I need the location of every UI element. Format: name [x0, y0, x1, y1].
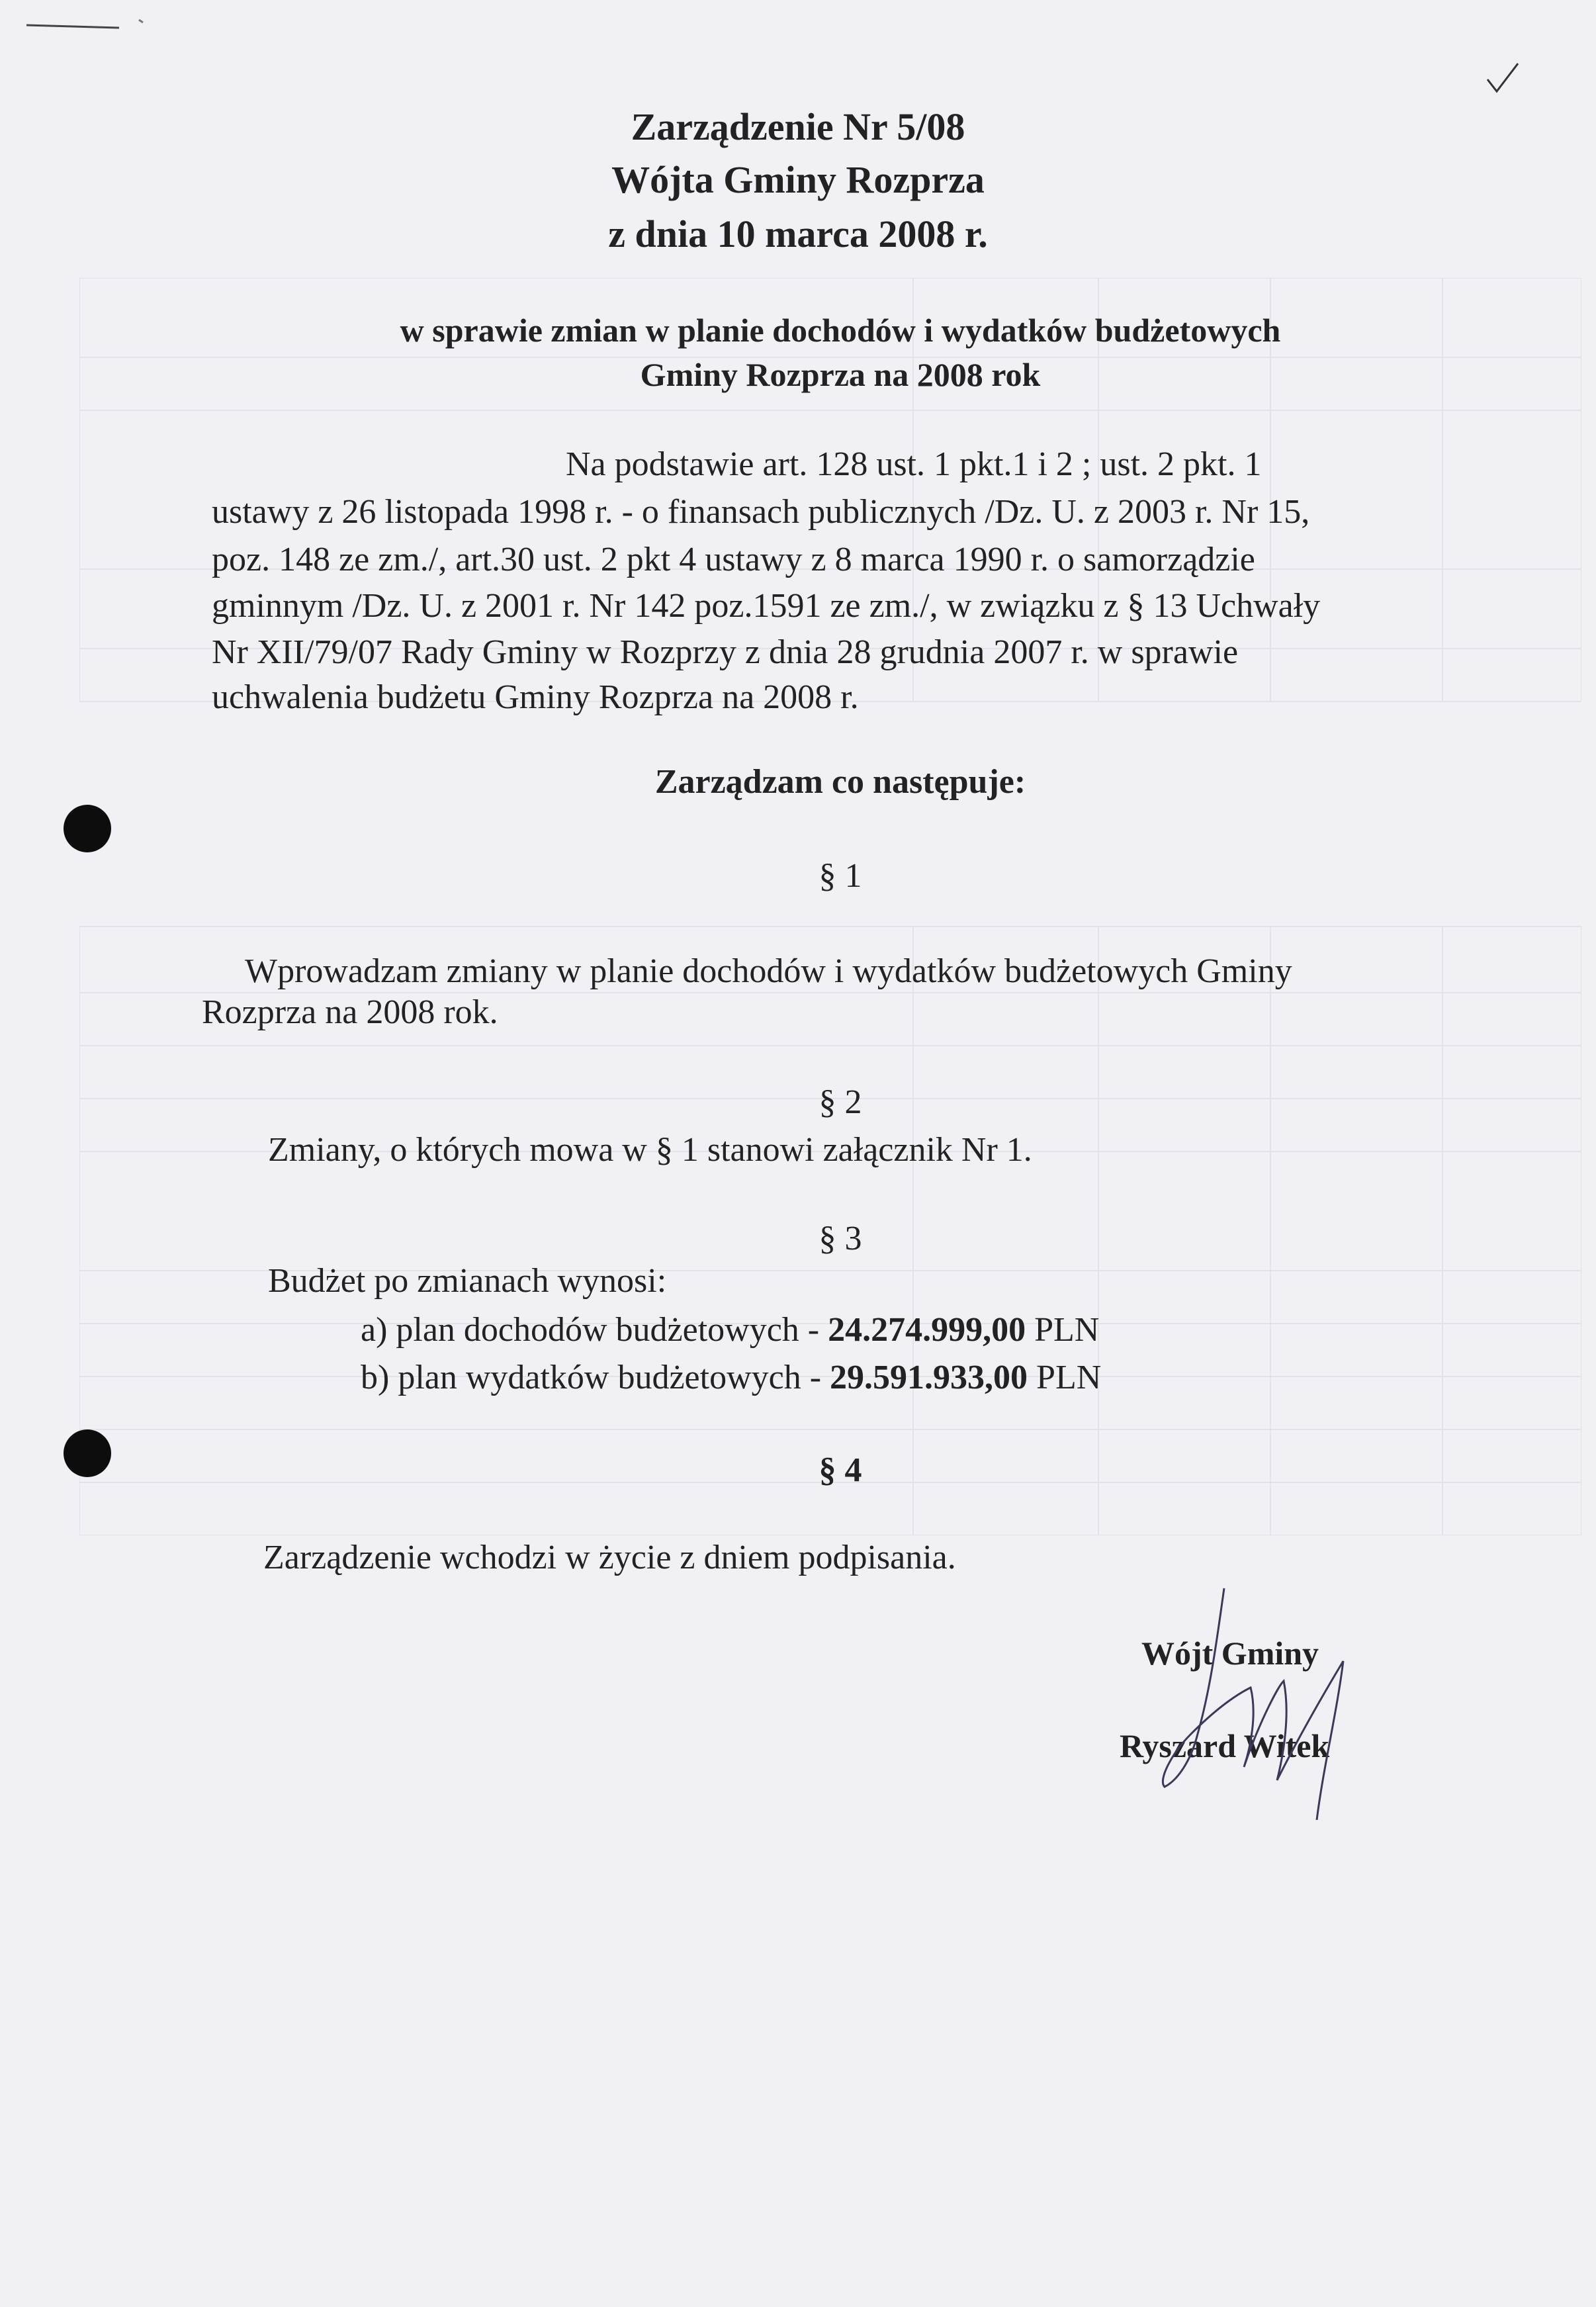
punch-hole-top: [64, 805, 111, 852]
preamble-line1: Na podstawie art. 128 ust. 1 pkt.1 i 2 ; ust. 2 pkt. 1: [566, 445, 1262, 483]
document-title-line2: Wójta Gminy Rozprza: [611, 158, 985, 201]
budget-income-unit: PLN: [1026, 1311, 1100, 1349]
check-mark-icon: [1482, 60, 1522, 99]
budget-expenses-value: 29.591.933,00: [830, 1359, 1028, 1396]
document-title-line1: Zarządzenie Nr 5/08: [631, 105, 965, 148]
budget-income-label: a) plan dochodów budżetowych -: [361, 1311, 828, 1349]
section-1-line2: Rozprza na 2008 rok.: [202, 993, 498, 1031]
section-1-heading: § 1: [819, 857, 862, 895]
section-3-intro: Budżet po zmianach wynosi:: [268, 1262, 667, 1300]
section-2-heading: § 2: [819, 1083, 862, 1121]
budget-expenses-unit: PLN: [1028, 1359, 1102, 1396]
preamble-line2: ustawy z 26 listopada 1998 r. - o finansach publicznych /Dz. U. z 2003 r. Nr 15,: [212, 493, 1310, 531]
handwritten-signature: [1125, 1582, 1363, 1833]
preamble-line3: poz. 148 ze zm./, art.30 ust. 2 pkt 4 ustawy z 8 marca 1990 r. o samorządzie: [212, 541, 1255, 578]
section-1-line1: Wprowadzam zmiany w planie dochodów i wydatków budżetowych Gminy: [245, 952, 1292, 990]
section-4-text: Zarządzenie wchodzi w życie z dniem podpisania.: [263, 1539, 956, 1576]
document-date: z dnia 10 marca 2008 r.: [608, 212, 988, 255]
preamble-line4: gminnym /Dz. U. z 2001 r. Nr 142 poz.1591 ze zm./, w związku z § 13 Uchwały: [212, 587, 1321, 625]
decree-heading: Zarządzam co następuje:: [654, 763, 1026, 801]
preamble-line5: Nr XII/79/07 Rady Gminy w Rozprzy z dnia 28 grudnia 2007 r. w sprawie: [212, 633, 1239, 671]
section-2-text: Zmiany, o których mowa w § 1 stanowi załącznik Nr 1.: [268, 1131, 1032, 1169]
budget-expenses-row: [361, 1357, 1101, 1399]
section-3-heading: § 3: [819, 1220, 862, 1257]
budget-expenses-label: b) plan wydatków budżetowych -: [361, 1359, 830, 1396]
document-subject-line2: Gminy Rozprza na 2008 rok: [640, 356, 1041, 393]
preamble-line6: uchwalenia budżetu Gminy Rozprza na 2008 r.: [212, 678, 859, 716]
section-4-heading: § 4: [819, 1451, 862, 1489]
scan-mark: [26, 13, 159, 33]
budget-income-value: 24.274.999,00: [828, 1311, 1026, 1349]
signatory-name: Ryszard Witek: [1120, 1727, 1330, 1764]
signatory-role: Wójt Gminy: [1141, 1635, 1319, 1672]
budget-income-row: [361, 1309, 1099, 1351]
document-subject-line1: w sprawie zmian w planie dochodów i wydatków budżetowych: [400, 312, 1281, 349]
